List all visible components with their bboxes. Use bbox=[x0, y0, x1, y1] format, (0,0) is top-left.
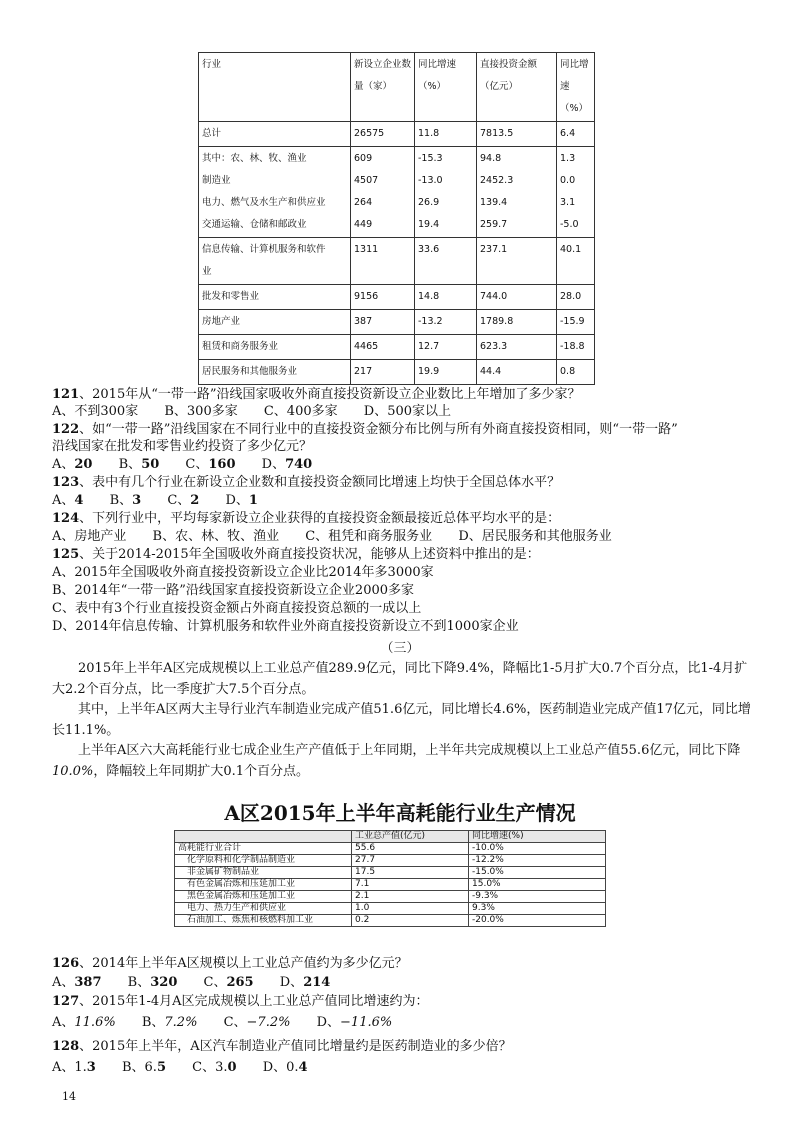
header-count: 新设立企业数量（家） bbox=[351, 53, 415, 122]
option-b[interactable] bbox=[110, 492, 142, 509]
row-value: 17.5 bbox=[352, 867, 469, 879]
row-amount: 623.3 bbox=[477, 335, 557, 360]
table-row bbox=[175, 891, 606, 903]
option-letter: A、 bbox=[52, 975, 75, 990]
paragraph-3 bbox=[52, 740, 752, 782]
option-c[interactable]: C、表中有3个行业直接投资金额占外商直接投资总额的一成以上 bbox=[52, 601, 422, 616]
investment-table bbox=[198, 52, 595, 385]
row-name: 其中：农、林、牧、渔业 bbox=[202, 153, 307, 164]
table-row-group bbox=[199, 147, 595, 238]
table-2-title: A区2015年上半年高耗能行业生产情况 bbox=[224, 801, 576, 825]
row-name: 房地产业 bbox=[199, 310, 351, 335]
table-row bbox=[199, 310, 595, 335]
option-b[interactable]: B、2014年“一带一路”沿线国家直接投资新设立企业2000多家 bbox=[52, 583, 415, 598]
option-value: 0 bbox=[227, 1060, 237, 1075]
row-count-growth: -13.0 bbox=[418, 175, 443, 186]
option-b[interactable] bbox=[122, 1059, 166, 1076]
option-value: 1 bbox=[248, 493, 258, 508]
option-a[interactable] bbox=[52, 456, 92, 473]
question-text: 、2015年1-4月A区完成规模以上工业总产值同比增速约为： bbox=[79, 994, 429, 1009]
row-count: 26575 bbox=[351, 122, 415, 147]
row-growth: -9.3% bbox=[469, 891, 606, 903]
row-count: 217 bbox=[351, 360, 415, 385]
option-letter: B、 bbox=[127, 975, 151, 990]
row-name: 交通运输、仓储和邮政业 bbox=[202, 219, 307, 230]
option-letter: D、 bbox=[316, 1015, 341, 1030]
group-amount-growth bbox=[557, 147, 595, 238]
row-amount: 1789.8 bbox=[477, 310, 557, 335]
question-126 bbox=[52, 955, 408, 972]
question-127 bbox=[52, 993, 429, 1010]
row-name: 石油加工、炼焦和核燃料加工业 bbox=[175, 915, 352, 927]
option-c[interactable] bbox=[167, 492, 199, 509]
energy-industry-table bbox=[174, 830, 606, 927]
table-row bbox=[175, 903, 606, 915]
option-a[interactable] bbox=[52, 974, 102, 991]
question-text: 、2015年上半年，A区汽车制造业产值同比增量约是医药制造业的多少倍？ bbox=[79, 1039, 512, 1054]
highlight-value: 10.0% bbox=[52, 764, 94, 779]
row-amount-growth: 0.0 bbox=[560, 175, 576, 186]
question-number: 128 bbox=[52, 1039, 80, 1054]
option-d[interactable] bbox=[317, 1014, 393, 1031]
option-a[interactable]: A、2015年全国吸收外商直接投资新设立企业比2014年多3000家 bbox=[52, 565, 434, 580]
row-count-growth: -13.2 bbox=[415, 310, 477, 335]
option-value: 740 bbox=[285, 457, 313, 472]
row-count: 9156 bbox=[351, 285, 415, 310]
header-output: 工业总产值(亿元) bbox=[352, 831, 469, 843]
row-amount-growth: 1.3 bbox=[560, 153, 576, 164]
question-127-options bbox=[52, 1014, 414, 1031]
option-b[interactable] bbox=[128, 974, 178, 991]
question-122-options bbox=[52, 456, 334, 473]
question-number: 126 bbox=[52, 956, 80, 971]
table-row bbox=[199, 360, 595, 385]
row-count-growth: 14.8 bbox=[415, 285, 477, 310]
question-124-options bbox=[52, 528, 634, 545]
row-value: 27.7 bbox=[352, 855, 469, 867]
row-name: 租赁和商务服务业 bbox=[199, 335, 351, 360]
row-growth: -12.2% bbox=[469, 855, 606, 867]
row-count-growth: 11.8 bbox=[415, 122, 477, 147]
option-b[interactable] bbox=[142, 1014, 198, 1031]
section-marker: （三） bbox=[380, 641, 420, 656]
row-name: 批发和零售业 bbox=[199, 285, 351, 310]
option-letter: C、 bbox=[185, 457, 209, 472]
option-value: 3 bbox=[86, 1060, 96, 1075]
option-letter: D、 bbox=[225, 493, 249, 508]
question-128-options bbox=[52, 1059, 330, 1076]
row-value: 2.1 bbox=[352, 891, 469, 903]
row-name: 制造业 bbox=[202, 175, 231, 186]
table-row bbox=[199, 238, 595, 285]
table-row bbox=[199, 285, 595, 310]
paragraph-3-text: 上半年A区六大高耗能行业七成企业生产产值低于上年同期，上半年共完成规模以上工业总产值55.6亿元， bbox=[78, 743, 689, 758]
question-124 bbox=[52, 510, 560, 527]
header-growth: 同比增速(%) bbox=[469, 831, 606, 843]
question-121 bbox=[52, 386, 581, 403]
option-value: 3 bbox=[132, 493, 142, 508]
option-c[interactable] bbox=[192, 1059, 236, 1076]
option-letter: D、 bbox=[261, 457, 286, 472]
table-row bbox=[175, 855, 606, 867]
row-value: 7.1 bbox=[352, 879, 469, 891]
row-name: 居民服务和其他服务业 bbox=[199, 360, 351, 385]
option-c[interactable] bbox=[204, 974, 254, 991]
table-row bbox=[175, 879, 606, 891]
option-value: 160 bbox=[208, 457, 236, 472]
option-value: 265 bbox=[226, 975, 254, 990]
table-header-row bbox=[175, 831, 606, 843]
row-count-growth: 19.9 bbox=[415, 360, 477, 385]
row-count: 4507 bbox=[354, 175, 379, 186]
row-amount-growth: 0.8 bbox=[557, 360, 595, 385]
option-d[interactable] bbox=[280, 974, 331, 991]
option-d[interactable] bbox=[262, 456, 313, 473]
option-letter: D、0. bbox=[262, 1060, 299, 1075]
option-value: 50 bbox=[141, 457, 160, 472]
option-letter: A、1. bbox=[52, 1060, 87, 1075]
header-count-growth: 同比增速（%） bbox=[415, 53, 477, 122]
row-value: 0.2 bbox=[352, 915, 469, 927]
option-c[interactable] bbox=[224, 1014, 291, 1031]
option-a[interactable] bbox=[52, 1014, 116, 1031]
option-c[interactable]: C、租凭和商务服务业 bbox=[305, 529, 433, 544]
paragraph-3-text: 同比下降 bbox=[688, 743, 741, 758]
paragraph-1: 2015年上半年A区完成规模以上工业总产值289.9亿元，同比下降9.4%，降幅比1-5月扩大0.7个百分点，比1-4月扩大2.2个百分点，比一季度扩大7.5个百分点。 bbox=[52, 661, 748, 697]
option-d[interactable]: D、居民服务和其他服务业 bbox=[458, 529, 612, 544]
header-amount-growth: 同比增速（%） bbox=[557, 53, 595, 122]
question-text: 、表中有几个行业在新设立企业数和直接投资金额同比增速上均快于全国总体水平？ bbox=[79, 475, 561, 490]
row-value: 55.6 bbox=[352, 843, 469, 855]
row-count: 449 bbox=[354, 219, 373, 230]
header-blank bbox=[175, 831, 352, 843]
question-number: 125 bbox=[52, 547, 80, 562]
option-letter: B、 bbox=[109, 493, 133, 508]
row-count: 1311 bbox=[351, 238, 415, 285]
question-text: 、关于2014-2015年全国吸收外商直接投资状况，能够从上述资料中推出的是： bbox=[79, 547, 540, 562]
option-letter: C、 bbox=[223, 1015, 247, 1030]
row-amount-growth: 40.1 bbox=[557, 238, 595, 285]
option-c[interactable]: C、400多家 bbox=[263, 404, 338, 419]
group-count-growth bbox=[415, 147, 477, 238]
row-growth: -10.0% bbox=[469, 843, 606, 855]
question-126-options bbox=[52, 974, 352, 991]
header-amount: 直接投资金额（亿元） bbox=[477, 53, 557, 122]
group-names bbox=[199, 147, 351, 238]
option-a[interactable]: A、房地产业 bbox=[52, 529, 127, 544]
question-122 bbox=[52, 421, 678, 438]
question-text: 、2015年从“一带一路”沿线国家吸收外商直接投资新设立企业数比上年增加了多少家？ bbox=[79, 387, 581, 402]
row-name: 高耗能行业合计 bbox=[175, 843, 352, 855]
option-letter: B、 bbox=[141, 1015, 165, 1030]
row-amount: 94.8 bbox=[480, 153, 502, 164]
option-letter: D、 bbox=[279, 975, 304, 990]
option-letter: C、3. bbox=[192, 1060, 228, 1075]
row-count-growth: 19.4 bbox=[418, 219, 440, 230]
row-amount: 7813.5 bbox=[477, 122, 557, 147]
question-number: 121 bbox=[52, 387, 80, 402]
row-amount: 259.7 bbox=[480, 219, 508, 230]
option-value: 387 bbox=[74, 975, 102, 990]
option-value: 320 bbox=[150, 975, 178, 990]
option-letter: B、 bbox=[118, 457, 142, 472]
question-number: 127 bbox=[52, 994, 80, 1009]
row-count: 387 bbox=[351, 310, 415, 335]
question-123-options bbox=[52, 492, 280, 509]
row-count: 4465 bbox=[351, 335, 415, 360]
question-121-options bbox=[52, 403, 473, 420]
question-122-cont: 沿线国家在批发和零售业约投资了多少亿元？ bbox=[52, 439, 313, 454]
row-amount: 139.4 bbox=[480, 197, 508, 208]
question-128 bbox=[52, 1038, 512, 1055]
option-value: 214 bbox=[303, 975, 331, 990]
option-letter: A、 bbox=[52, 457, 75, 472]
table-row bbox=[175, 843, 606, 855]
option-value: 4 bbox=[298, 1060, 308, 1075]
question-number: 124 bbox=[52, 511, 80, 526]
row-amount: 44.4 bbox=[477, 360, 557, 385]
row-growth: -20.0% bbox=[469, 915, 606, 927]
row-name: 电力、燃气及水生产和供应业 bbox=[202, 197, 326, 208]
option-letter: A、 bbox=[52, 1015, 75, 1030]
question-number: 123 bbox=[52, 475, 80, 490]
page-number: 14 bbox=[62, 1090, 76, 1103]
option-b[interactable] bbox=[119, 456, 160, 473]
row-count: 264 bbox=[354, 197, 373, 208]
option-value: −7.2% bbox=[246, 1015, 291, 1030]
question-123 bbox=[52, 474, 560, 491]
row-name: 黑色金属冶炼和压延加工业 bbox=[175, 891, 352, 903]
question-text: 、2014年上半年A区规模以上工业总产值约为多少亿元？ bbox=[79, 956, 408, 971]
row-count-growth: 33.6 bbox=[415, 238, 477, 285]
row-growth: -15.0% bbox=[469, 867, 606, 879]
row-amount: 2452.3 bbox=[480, 175, 514, 186]
row-amount-growth: -18.8 bbox=[557, 335, 595, 360]
option-d[interactable] bbox=[225, 492, 257, 509]
option-value: 5 bbox=[156, 1060, 166, 1075]
option-value: −11.6% bbox=[340, 1015, 393, 1030]
row-growth: 15.0% bbox=[469, 879, 606, 891]
option-value: 20 bbox=[74, 457, 93, 472]
row-amount: 237.1 bbox=[477, 238, 557, 285]
option-letter: B、6. bbox=[121, 1060, 157, 1075]
row-amount-growth: 3.1 bbox=[560, 197, 576, 208]
row-name-line: 信息传输、计算机服务和软件 bbox=[202, 244, 326, 255]
row-name bbox=[199, 238, 351, 285]
paragraph-3-text: ，降幅较上年同期扩大0.1个百分点。 bbox=[93, 764, 309, 779]
row-name: 电力、热力生产和供应业 bbox=[175, 903, 352, 915]
option-value: 2 bbox=[190, 493, 200, 508]
question-text: 、下列行业中，平均每家新设立企业获得的直接投资金额最接近总体平均水平的是： bbox=[79, 511, 561, 526]
option-a[interactable] bbox=[52, 1059, 96, 1076]
group-counts bbox=[351, 147, 415, 238]
option-letter: C、 bbox=[203, 975, 227, 990]
option-value: 7.2% bbox=[164, 1015, 198, 1030]
option-a[interactable] bbox=[52, 492, 83, 509]
row-name: 化学原料和化学制品制造业 bbox=[175, 855, 352, 867]
option-b[interactable]: B、300多家 bbox=[164, 404, 238, 419]
row-amount-growth: -5.0 bbox=[560, 219, 579, 230]
row-name: 非金属矿物制品业 bbox=[175, 867, 352, 879]
table-row bbox=[175, 867, 606, 879]
row-count-growth: 12.7 bbox=[415, 335, 477, 360]
option-c[interactable] bbox=[185, 456, 235, 473]
option-d[interactable] bbox=[263, 1059, 308, 1076]
option-value: 11.6% bbox=[74, 1015, 116, 1030]
question-125 bbox=[52, 546, 540, 563]
table-row bbox=[199, 335, 595, 360]
option-b[interactable]: B、农、林、牧、渔业 bbox=[152, 529, 280, 544]
table-row bbox=[175, 915, 606, 927]
row-name: 有色金属冶炼和压延加工业 bbox=[175, 879, 352, 891]
row-amount-growth: 28.0 bbox=[557, 285, 595, 310]
row-amount-growth: -15.9 bbox=[557, 310, 595, 335]
row-name-line: 业 bbox=[202, 266, 212, 277]
option-d[interactable]: D、500家以上 bbox=[363, 404, 452, 419]
option-a[interactable]: A、不到300家 bbox=[52, 404, 139, 419]
row-name: 总计 bbox=[199, 122, 351, 147]
table-row bbox=[199, 122, 595, 147]
row-amount-growth: 6.4 bbox=[557, 122, 595, 147]
option-d[interactable]: D、2014年信息传输、计算机服务和软件业外商直接投资新设立不到1000家企业 bbox=[52, 619, 519, 634]
row-amount: 744.0 bbox=[477, 285, 557, 310]
question-text: 、如“一带一路”沿线国家在不同行业中的直接投资金额分布比例与所有外商直接投资相同，则“一带一路” bbox=[79, 422, 678, 437]
row-count-growth: 26.9 bbox=[418, 197, 440, 208]
group-amounts bbox=[477, 147, 557, 238]
header-industry: 行业 bbox=[199, 53, 351, 122]
option-letter: A、 bbox=[52, 493, 75, 508]
row-count-growth: -15.3 bbox=[418, 153, 443, 164]
option-value: 4 bbox=[74, 493, 84, 508]
table-header-row bbox=[199, 53, 595, 122]
row-count: 609 bbox=[354, 153, 373, 164]
question-number: 122 bbox=[52, 422, 80, 437]
paragraph-2: 其中，上半年A区两大主导行业汽车制造业完成产值51.6亿元，同比增长4.6%，医药制造业完成产值17亿元，同比增长11.1%。 bbox=[52, 702, 751, 738]
option-letter: C、 bbox=[167, 493, 191, 508]
row-value: 1.0 bbox=[352, 903, 469, 915]
row-growth: 9.3% bbox=[469, 903, 606, 915]
